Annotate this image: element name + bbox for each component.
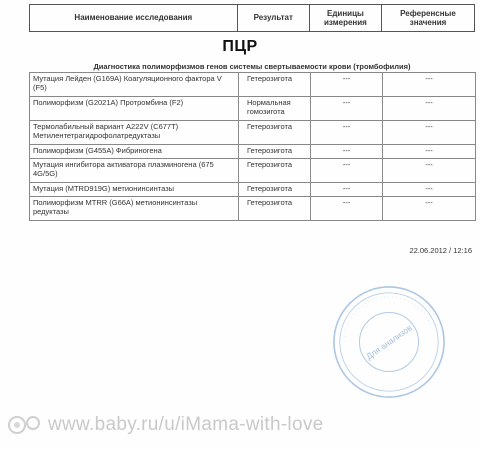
- report-datetime: 22.06.2012 / 12:16: [409, 246, 472, 255]
- test-units: ---: [311, 197, 383, 221]
- test-reference: ---: [383, 197, 476, 221]
- lab-stamp: [330, 283, 448, 401]
- site-watermark: [6, 412, 324, 438]
- header-reference: Референсные значения: [400, 8, 456, 27]
- test-result: Гетерозигота: [239, 197, 311, 221]
- test-units: ---: [311, 183, 383, 197]
- section-subtitle: Диагностика полиморфизмов генов системы свертываемости крови (тромбофилия): [93, 62, 411, 71]
- test-result: Гетерозигота: [239, 183, 311, 197]
- test-reference: ---: [383, 159, 476, 183]
- test-result: Гетерозигота: [239, 73, 311, 97]
- table-row: [30, 197, 476, 221]
- test-reference: ---: [383, 121, 476, 145]
- test-reference: ---: [383, 183, 476, 197]
- table-row: [30, 159, 476, 183]
- test-name: Мутация (MTRD919G) метионинсинтазы: [30, 183, 239, 197]
- test-name: Полиморфизм (G455A) Фибриногена: [30, 145, 239, 159]
- test-units: ---: [311, 145, 383, 159]
- test-reference: ---: [383, 73, 476, 97]
- section-title: ПЦР: [222, 38, 258, 55]
- test-name: Термолабильный вариант A222V (C677T) Метилентетрагидрофолатредуктазы: [30, 121, 239, 145]
- test-name: Мутация ингибитора активатора плазминогена (675 4G/5G): [30, 159, 239, 183]
- table-row: [30, 183, 476, 197]
- header-name: Наименование исследования: [30, 5, 238, 31]
- test-units: ---: [311, 121, 383, 145]
- baby-logo-icon: [6, 412, 44, 438]
- test-result: Гетерозигота: [239, 159, 311, 183]
- test-name: Полиморфизм MTRR (G66A) метионинсинтазы редуктазы: [30, 197, 239, 221]
- test-result: Гетерозигота: [239, 145, 311, 159]
- table-row: [30, 73, 476, 97]
- results-table: [29, 72, 476, 221]
- header-units: Единицы измерения: [310, 5, 382, 31]
- test-reference: ---: [383, 97, 476, 121]
- test-units: ---: [311, 73, 383, 97]
- stamp-text: Для анализов: [364, 322, 414, 362]
- test-result: Нормальная гомозигота: [239, 97, 311, 121]
- test-name: Полиморфизм (G2021A) Протромбина (F2): [30, 97, 239, 121]
- table-row: [30, 145, 476, 159]
- test-units: ---: [311, 97, 383, 121]
- table-row: [30, 121, 476, 145]
- test-reference: ---: [383, 145, 476, 159]
- svg-text:· · · · · · · · · · · · · · ·: · · · · · · · · · · · · · · · · · · · · · · · · · · · · · · ·: [340, 293, 434, 343]
- watermark-text: www.baby.ru/u/iMama-with-love: [48, 414, 324, 435]
- test-name: Мутация Лейден (G169A) Коагуляционного фактора V (F5): [30, 73, 239, 97]
- test-units: ---: [311, 159, 383, 183]
- header-result: Результат: [238, 5, 310, 31]
- test-result: Гетерозигота: [239, 121, 311, 145]
- table-row: [30, 97, 476, 121]
- results-table-header: [29, 4, 475, 32]
